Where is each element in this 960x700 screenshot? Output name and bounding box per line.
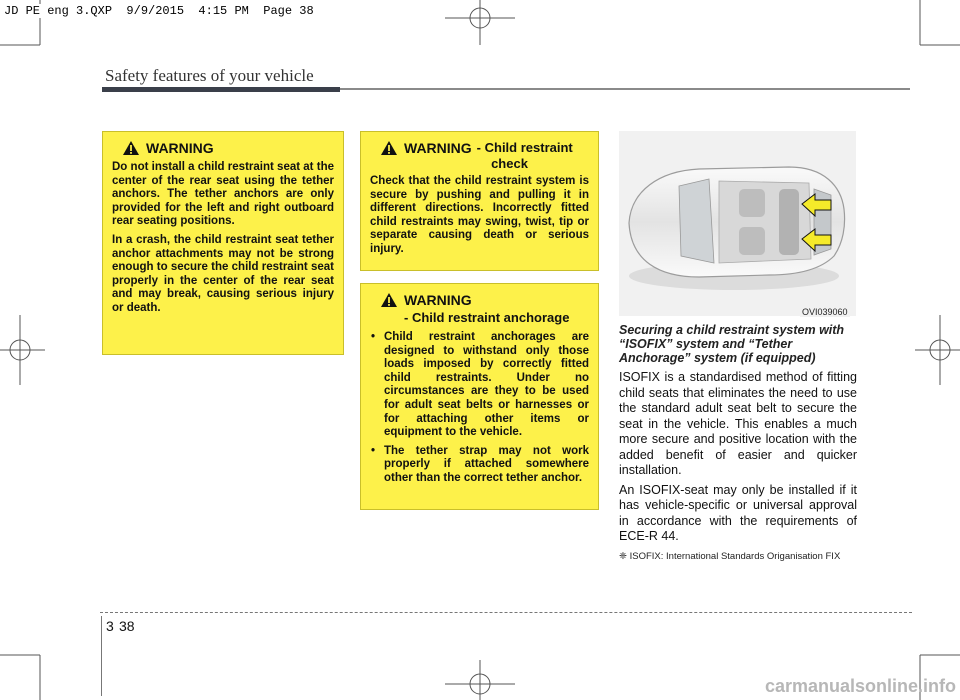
- warning-paragraph: Do not install a child restraint seat at the center of the rear seat using the tether anchors. The tether anchors are only provided for the left and right outboard rear seating positions.: [112, 161, 334, 228]
- warning-box-restraint-anchorage: [360, 283, 599, 510]
- warning-box-restraint-check: [360, 131, 599, 271]
- list-item: • Child restraint anchorages are designed to withstand only those loads imposed by correctly fitted child restraints. Under no circumstances are they to be used for adult seat belts or harnesses or for attaching other items or equipment to the vehicle.: [370, 331, 589, 440]
- warning-body: Check that the child restraint system is secure by pushing and pulling it in different directions. Incorrectly fitted child restraints may swing, twist, tip or separate causing death or serious injury.: [370, 175, 589, 255]
- list-item: • The tether strap may not work properly if attached somewhere other than the correct tether anchor.: [370, 445, 589, 486]
- section-title: Safety features of your vehicle: [105, 66, 314, 85]
- warning-heading-row: [380, 140, 589, 156]
- warning-body: [112, 161, 334, 316]
- footnote: ❈ ISOFIX: International Standards Origanisation FIX: [619, 551, 841, 562]
- figure-code: OVI039060: [802, 307, 848, 317]
- body-text: [619, 370, 857, 549]
- body-paragraph: An ISOFIX-seat may only be installed if it has vehicle-specific or universal approval in accordance with the requirements of ECE-R 44.: [619, 482, 857, 543]
- watermark: carmanualsonline.info: [764, 676, 956, 696]
- page-section: 3: [106, 618, 114, 634]
- warning-triangle-icon: [380, 140, 398, 156]
- warning-triangle-icon: [122, 140, 140, 156]
- car-figure: [619, 131, 856, 316]
- warning-heading: WARNING: [404, 292, 472, 308]
- page-number: 38: [119, 618, 135, 634]
- footer-rule: [100, 612, 912, 613]
- warning-triangle-icon: [380, 292, 398, 308]
- page-separator: [101, 616, 102, 696]
- warning-box-center-seat: [102, 131, 344, 355]
- warning-subheading: - Child restraint anchorage: [404, 310, 570, 325]
- title-bar: [102, 87, 340, 92]
- car-top-view-icon: [619, 131, 856, 316]
- print-header: JD PE eng 3.QXP 9/9/2015 4:15 PM Page 38: [4, 4, 314, 18]
- warning-paragraph: In a crash, the child restraint seat tether anchor attachments may not be strong enough to secure the child restraint seat properly in the center of the rear seat and may break, causing serious injury or death.: [112, 233, 334, 314]
- warning-heading-suffix: - Child restraint: [476, 140, 573, 155]
- warning-heading-row: [122, 140, 334, 156]
- warning-heading-row: [380, 292, 589, 308]
- warning-bullet-list: [370, 331, 589, 486]
- figure-caption: Securing a child restraint system with “ISOFIX” system and “Tether Anchorage” system (if equipped): [619, 323, 845, 365]
- warning-heading: WARNING: [404, 140, 472, 156]
- body-paragraph: ISOFIX is a standardised method of fitting child seats that eliminates the need to use the standard adult seat belt to secure the seat in the vehicle. This enables a much more secure and positive location with the added benefit of easier and quicker installation.: [619, 370, 857, 477]
- warning-heading: WARNING: [146, 140, 214, 156]
- warning-heading-line2: check: [491, 156, 528, 171]
